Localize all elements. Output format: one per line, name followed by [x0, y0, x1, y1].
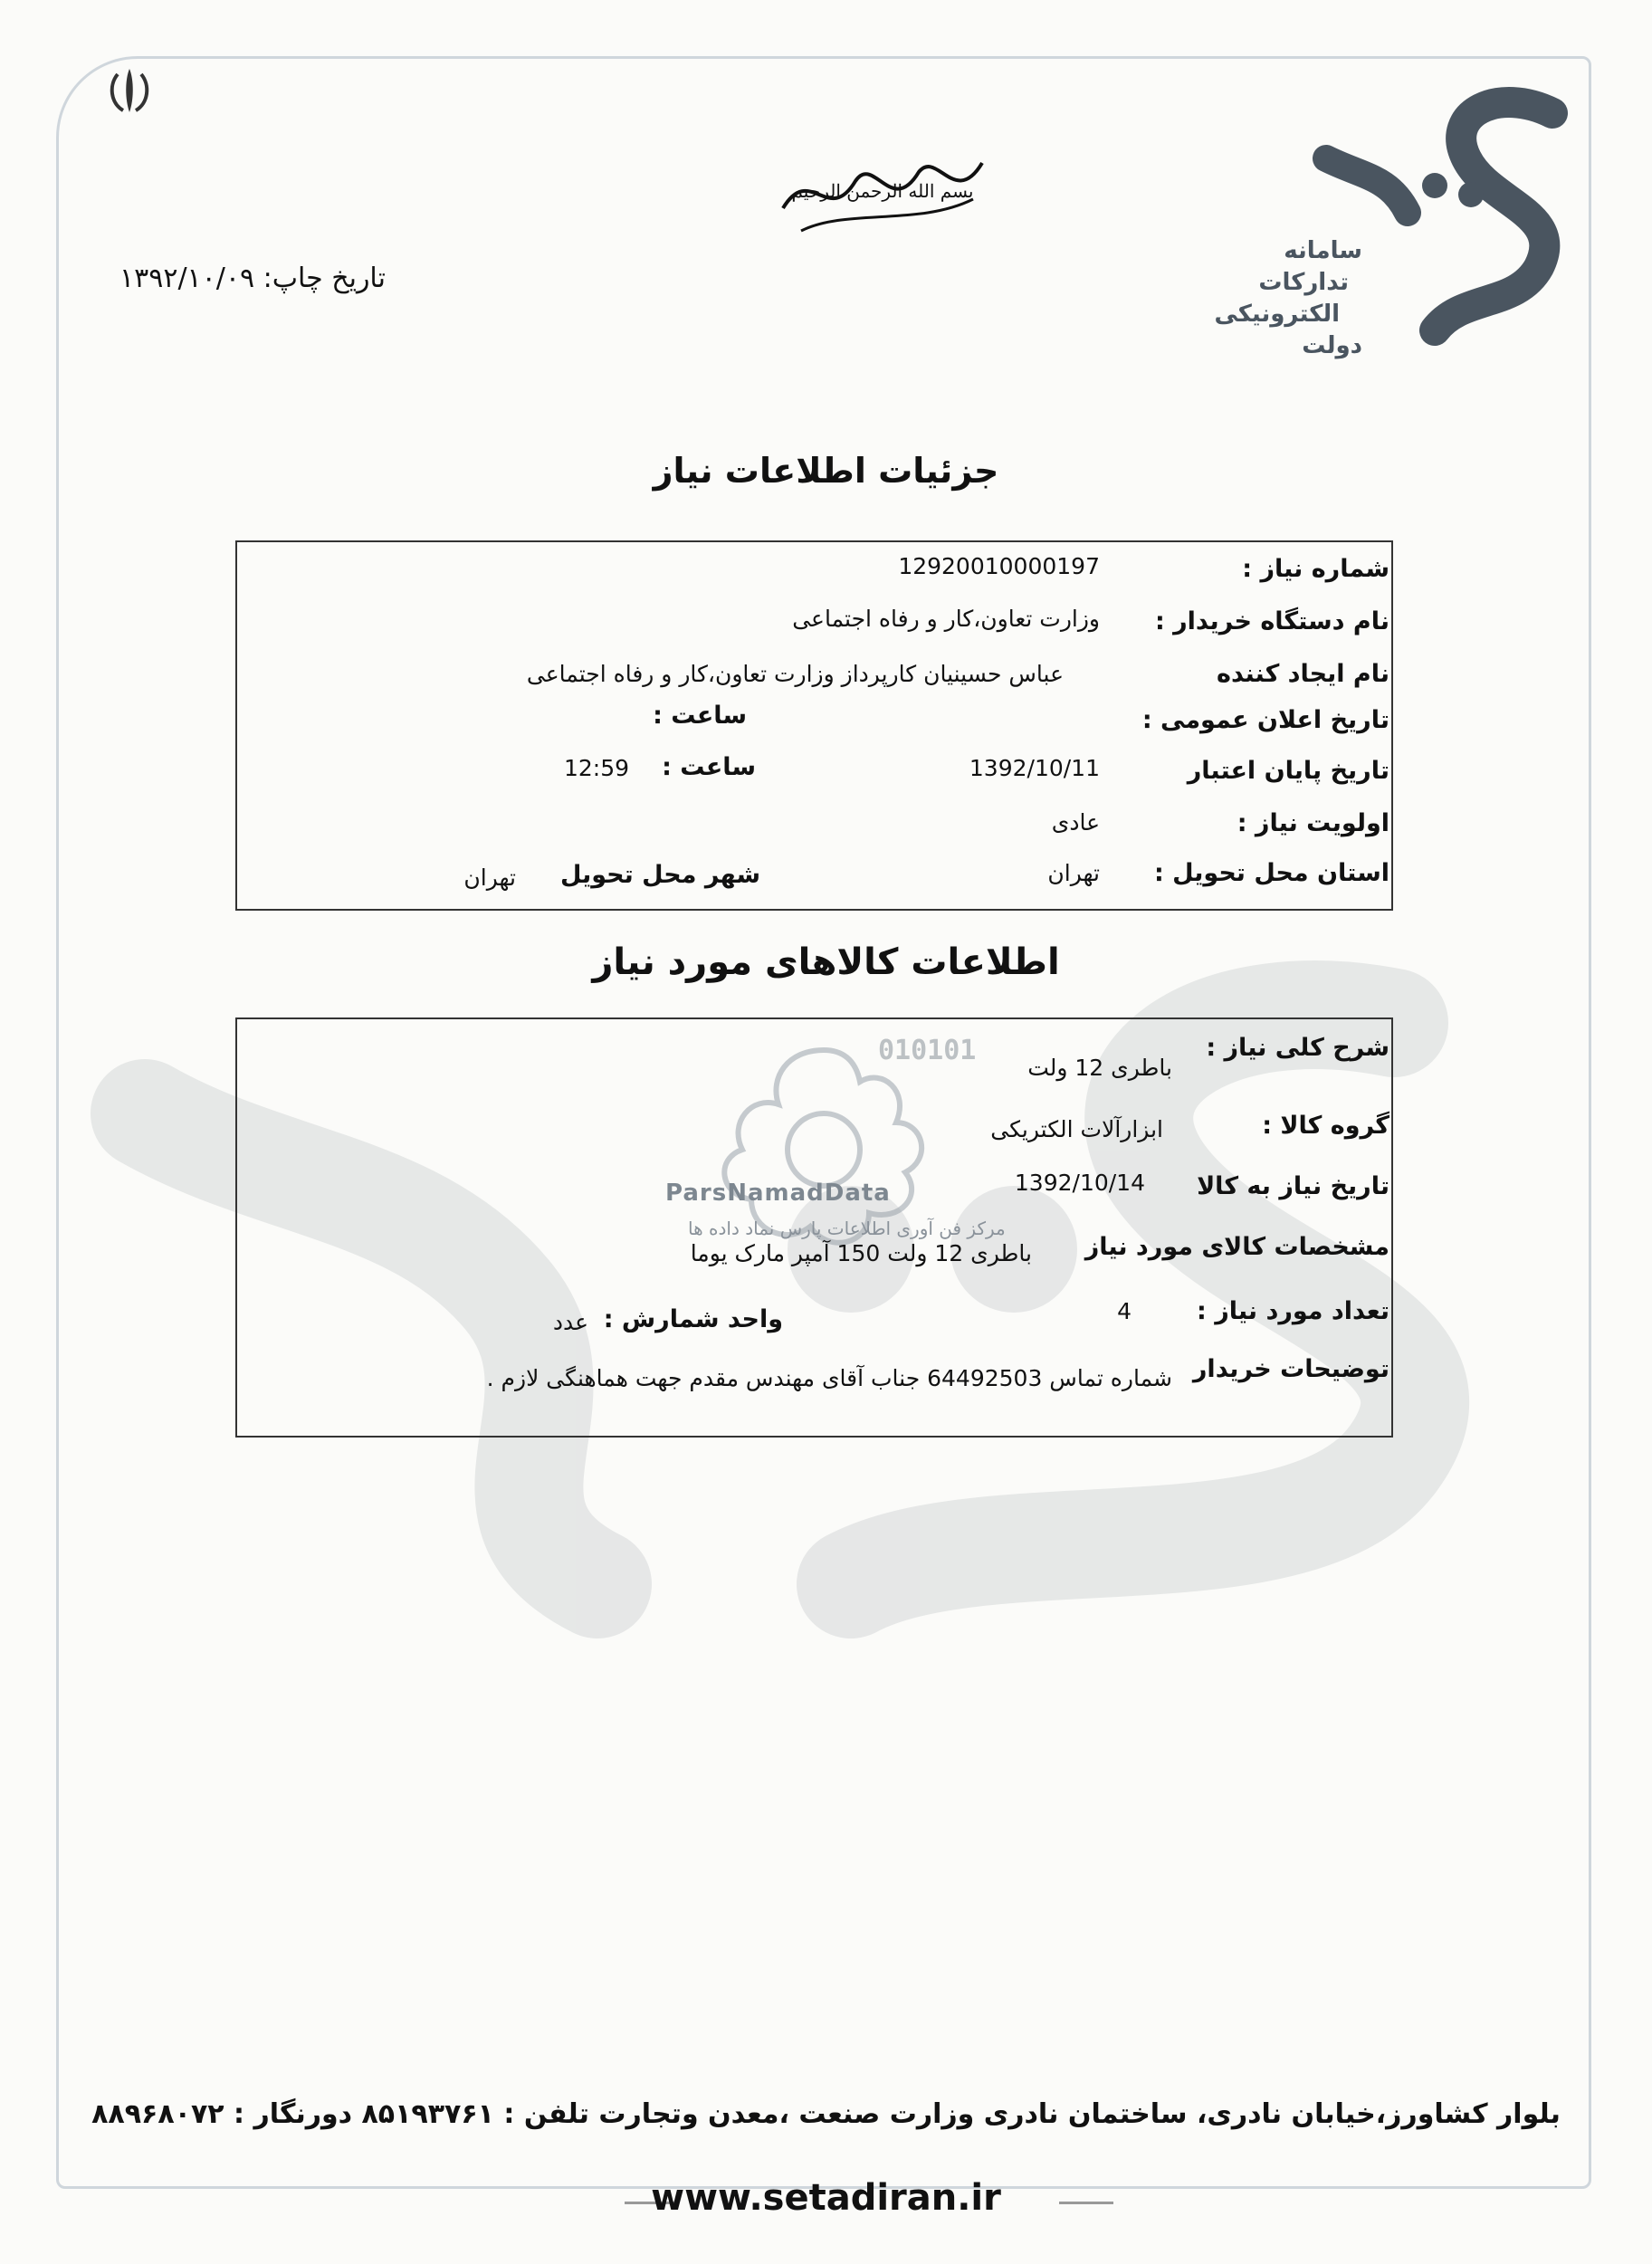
spec-label: مشخصات کالای مورد نیاز [1084, 1233, 1389, 1261]
need-number-label: شماره نیاز : [1242, 555, 1389, 583]
section-title-goods-info: اطلاعات کالاهای مورد نیاز [592, 941, 1060, 983]
group-value: ابزارآلات الکتریکی [990, 1116, 1163, 1142]
buyer-label: نام دستگاه خریدار : [1154, 607, 1389, 635]
footer-website-link[interactable]: www.setadiran.ir [651, 2177, 1001, 2219]
basmala-calligraphy [774, 145, 991, 240]
spec-value: باطری 12 ولت 150 آمپر مارک یوما [690, 1240, 1032, 1266]
svg-text:الکترونیکی: الکترونیکی [1214, 301, 1340, 328]
notes-label: توضیحات خریدار [1192, 1355, 1389, 1383]
stamp-subtitle: مرکز فن آوری اطلاعات پارس نماد داده ها [688, 1218, 1006, 1239]
qty-value: 4 [1117, 1298, 1132, 1324]
unit-label: واحد شمارش : [603, 1305, 783, 1333]
announce-time-label: ساعت : [653, 702, 747, 730]
need-number-value: 12920010000197 [898, 553, 1100, 579]
city-value: تهران [463, 865, 516, 891]
expiry-date-value: 1392/10/11 [969, 755, 1100, 781]
svg-text:سامانه: سامانه [1284, 237, 1362, 264]
print-date: تاریخ چاپ: ۱۳۹۲/۱۰/۰۹ [119, 263, 386, 294]
notes-value: شماره تماس 64492503 جناب آقای مهندس مقدم جهت هماهنگی لازم . [486, 1365, 1172, 1391]
buyer-value: وزارت تعاون،کار و رفاه اجتماعی [792, 606, 1100, 632]
footer-address: بلوار کشاورز،خیابان نادری، ساختمان نادری وزارت صنعت ،معدن وتجارت تلفن : ۸۵۱۹۳۷۶۱ دورنگار : ۸۸۹۶۸۰۷۲ [91, 2098, 1561, 2130]
city-label: شهر محل تحویل [559, 861, 760, 889]
svg-text:بسم الله الرحمن الرحیم: بسم الله الرحمن الرحیم [791, 180, 974, 202]
group-label: گروه کالا : [1262, 1112, 1389, 1140]
need-date-value: 1392/10/14 [1014, 1170, 1145, 1196]
qty-label: تعداد مورد نیاز : [1197, 1297, 1389, 1325]
expiry-date-label: تاریخ پایان اعتبار [1187, 757, 1389, 785]
stamp-brand-text: ParsNamadData [665, 1180, 891, 1207]
desc-value: باطری 12 ولت [1027, 1055, 1172, 1081]
province-label: استان محل تحویل : [1153, 859, 1389, 887]
need-date-label: تاریخ نیاز به کالا [1197, 1172, 1389, 1200]
setad-logo [1214, 77, 1580, 385]
expiry-time-label: ساعت : [662, 753, 756, 781]
priority-label: اولویت نیاز : [1237, 809, 1389, 837]
setad-logo-icon [1214, 77, 1580, 385]
iran-emblem-icon [98, 63, 161, 118]
svg-text:010101: 010101 [878, 1035, 977, 1066]
priority-value: عادی [1051, 809, 1100, 836]
creator-value: عباس حسینیان کارپرداز وزارت تعاون،کار و رفاه اجتماعی [526, 661, 1064, 687]
expiry-time-value: 12:59 [563, 755, 629, 781]
svg-text:دولت: دولت [1302, 332, 1362, 359]
svg-text:تدارکات: تدارکات [1258, 269, 1349, 296]
desc-label: شرح کلی نیاز : [1206, 1034, 1389, 1062]
province-value: تهران [1047, 860, 1100, 886]
announce-date-label: تاریخ اعلان عمومی : [1141, 706, 1389, 734]
creator-label: نام ایجاد کننده [1217, 660, 1389, 688]
section-title-need-details: جزئیات اطلاعات نیاز [653, 451, 999, 491]
unit-value: عدد [552, 1309, 588, 1335]
